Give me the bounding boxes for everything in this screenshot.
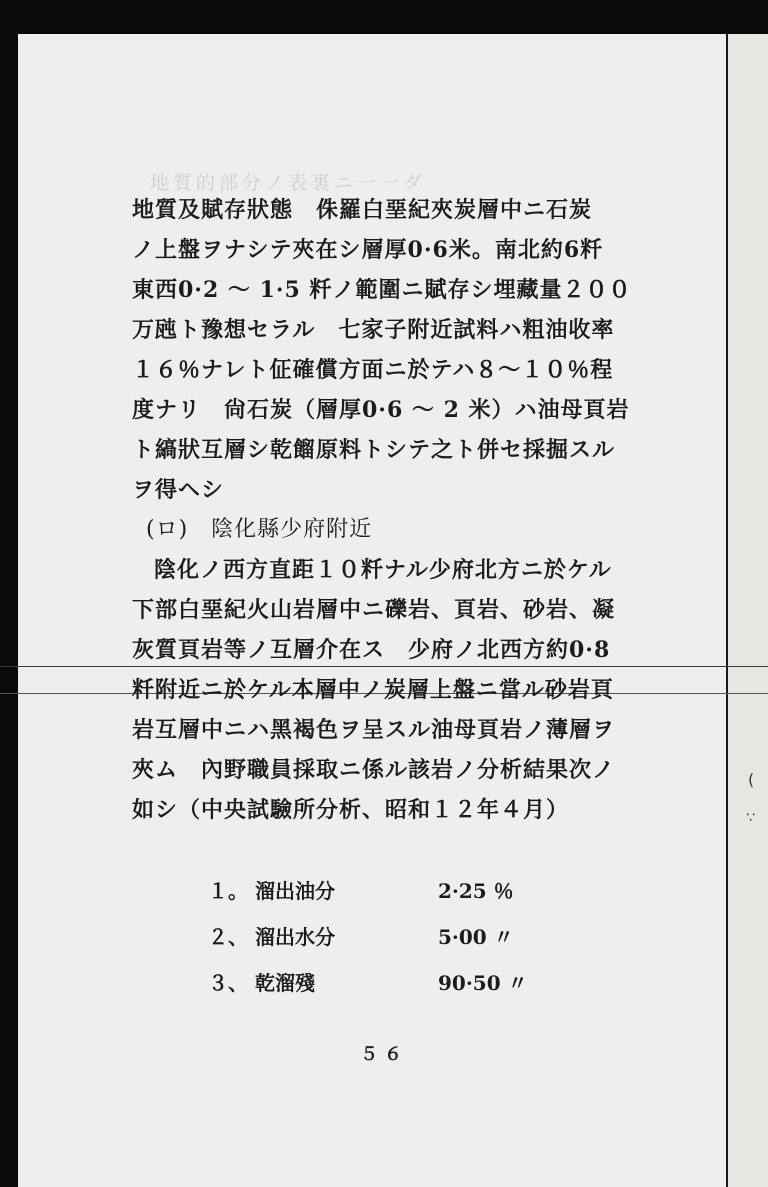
text-line: 陰化ノ西方直距１０粁ナル少府北方ニ於ケル — [154, 557, 612, 583]
table-row — [208, 868, 588, 914]
result-label: ２、 溜出水分 — [208, 925, 335, 949]
text-line: 下部白堊紀火山岩層中ニ礫岩、頁岩、砂岩、凝 — [132, 597, 616, 623]
table-row — [208, 914, 588, 960]
margin-mark: ∵ — [746, 810, 755, 826]
table-row — [208, 960, 588, 1006]
page-number: ５６ — [360, 1044, 408, 1065]
text-line: 如シ（中央試驗所分析、昭和１２年４月） — [132, 797, 570, 823]
result-value: 90·50 〃 — [438, 971, 528, 995]
analysis-results-table — [208, 868, 588, 1006]
text-line: 度ナリ 尙石炭（層厚0·6 ～ 2 米）ハ油母頁岩 — [132, 397, 630, 423]
result-label: １。 溜出油分 — [208, 879, 335, 903]
text-line: ノ上盤ヲナシテ夾在シ層厚0·6米。南北約6粁 — [132, 237, 604, 263]
text-line: 粁附近ニ於ケル本層中ノ炭層上盤ニ當ル砂岩頁 — [132, 677, 614, 703]
text-line: 万瓲ト豫想セラル 七家子附近試料ハ粗油收率 — [132, 317, 615, 343]
text-line: 灰質頁岩等ノ互層介在ス 少府ノ北西方約0·8 — [132, 637, 611, 663]
section-heading: (ロ) 陰化縣少府附近 — [146, 517, 373, 542]
result-value: 5·00 〃 — [438, 925, 514, 949]
margin-mark: ( — [748, 770, 755, 789]
text-line: １６％ナレト佂確償方面ニ於テハ８～１０％程 — [132, 357, 614, 383]
text-line: 東西0·2 ～ 1·5 粁ノ範圍ニ賦存シ埋藏量２００ — [132, 277, 632, 303]
result-label: ３、 乾溜殘 — [208, 971, 315, 995]
body-text — [132, 190, 692, 830]
adjacent-page-edge — [726, 34, 768, 1187]
text-line: ヲ得ヘシ — [132, 477, 225, 503]
text-line: 地質及賦存狀態 侏羅白堊紀夾炭層中ニ石炭 — [132, 197, 593, 223]
text-line: ト縞狀互層シ乾餾原料トシテ之ト併セ採掘スル — [132, 437, 616, 463]
result-value: 2·25 ％ — [438, 879, 514, 903]
text-line: 岩互層中ニハ黑褐色ヲ呈スル油母頁岩ノ薄層ヲ — [132, 717, 616, 743]
bleed-through-text: 地質的部分ノ表裏ニ一一ダ — [150, 173, 427, 194]
text-line: 夾ム 內野職員採取ニ係ル該岩ノ分析結果次ノ — [132, 757, 616, 783]
